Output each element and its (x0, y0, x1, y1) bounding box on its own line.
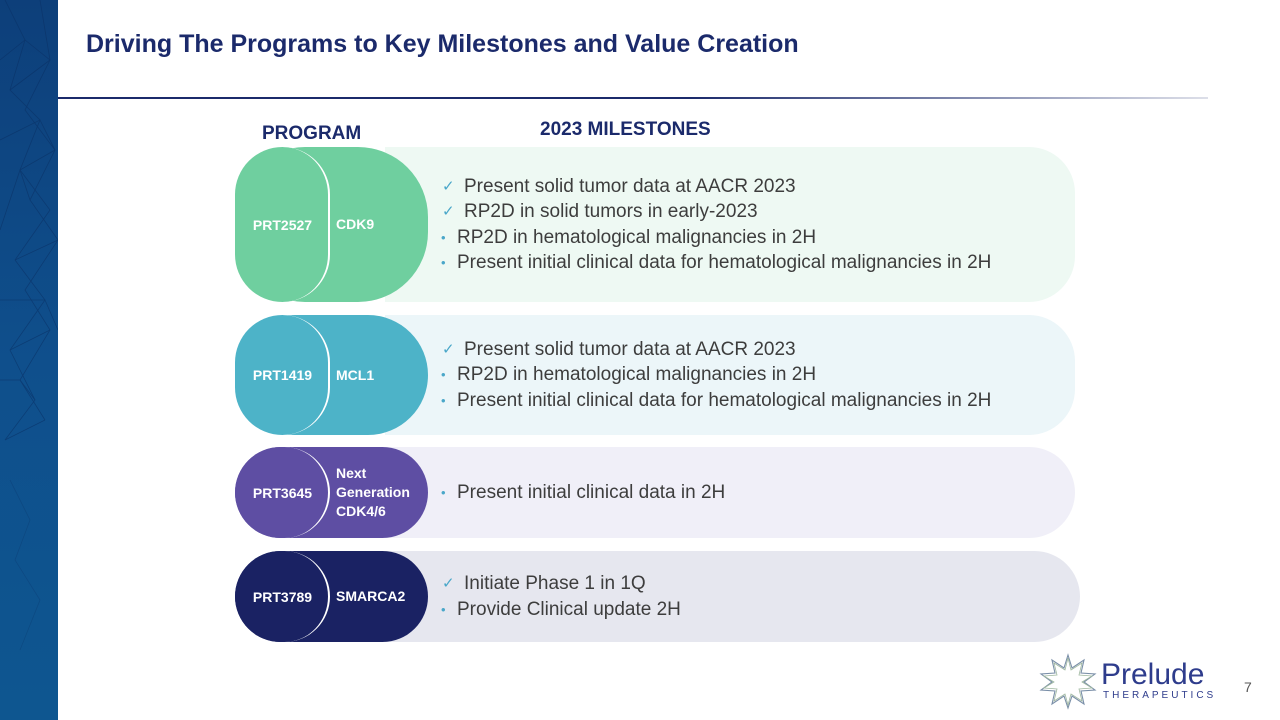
milestone-item (440, 225, 991, 251)
milestones-column-header: 2023 MILESTONES (540, 119, 711, 140)
program-code: PRT1419 (252, 367, 313, 383)
program-target: MCL1 (336, 366, 375, 383)
program-target-line: Next (336, 465, 367, 481)
program-target-line: CDK4/6 (336, 503, 386, 519)
prelude-star-logo-icon (1038, 652, 1098, 710)
milestone-item (440, 362, 991, 388)
milestone-text: RP2D in hematological malignancies in 2H (457, 226, 817, 248)
milestone-text: Present solid tumor data at AACR 2023 (464, 338, 796, 360)
bullet-icon: • (441, 484, 446, 500)
milestone-text: Present initial clinical data in 2H (457, 481, 726, 503)
program-row-prt3789 (235, 551, 1080, 642)
milestone-text: Present solid tumor data at AACR 2023 (464, 175, 796, 197)
milestone-item (440, 597, 681, 623)
program-target (336, 447, 426, 538)
network-pattern-icon (0, 0, 58, 720)
program-code: PRT3789 (252, 588, 313, 605)
program-code: PRT3645 (252, 484, 313, 501)
logo-wordmark: Prelude (1101, 658, 1205, 691)
program-target-line: Generation (336, 484, 410, 500)
check-icon: ✓ (442, 177, 455, 195)
milestone-item (440, 388, 991, 414)
milestone-item (440, 337, 991, 363)
milestone-text: RP2D in hematological malignancies in 2H (457, 364, 817, 386)
milestone-text: Initiate Phase 1 in 1Q (464, 573, 646, 594)
slide-title: Driving The Programs to Key Milestones and Value Creation (86, 30, 799, 58)
milestone-list (440, 447, 725, 538)
milestone-list (440, 315, 991, 435)
milestone-item (440, 250, 991, 276)
program-target: CDK9 (336, 216, 375, 232)
program-row-prt2527 (235, 147, 1075, 302)
decorative-sidebar (0, 0, 58, 720)
program-target: SMARCA2 (336, 588, 406, 604)
program-row-prt1419 (235, 315, 1075, 435)
logo-subtitle: THERAPEUTICS (1103, 690, 1217, 701)
milestone-text: Provide Clinical update 2H (457, 598, 681, 620)
milestone-list (440, 551, 681, 642)
milestone-item (440, 199, 991, 225)
milestone-text: Present initial clinical data for hematological malignancies in 2H (457, 389, 992, 411)
check-icon: ✓ (442, 203, 455, 220)
bullet-icon: • (441, 601, 446, 617)
program-row-prt3645 (235, 447, 1075, 538)
bullet-icon: • (441, 255, 446, 270)
milestone-text: RP2D in solid tumors in early-2023 (464, 201, 758, 222)
bullet-icon: • (441, 229, 446, 245)
program-code: PRT2527 (252, 216, 313, 233)
bullet-icon: • (441, 367, 446, 383)
milestone-list (440, 147, 991, 302)
check-icon: ✓ (442, 575, 455, 592)
program-column-header: PROGRAM (262, 123, 362, 144)
milestone-item (440, 571, 681, 597)
bullet-icon: • (441, 392, 446, 408)
page-number: 7 (1244, 679, 1252, 695)
title-divider (58, 97, 1208, 99)
milestone-item (440, 480, 725, 506)
check-icon: ✓ (442, 340, 455, 358)
milestone-text: Present initial clinical data for hematological malignancies in 2H (457, 252, 992, 273)
prelude-logo (1038, 652, 1218, 710)
milestone-item (440, 174, 991, 200)
